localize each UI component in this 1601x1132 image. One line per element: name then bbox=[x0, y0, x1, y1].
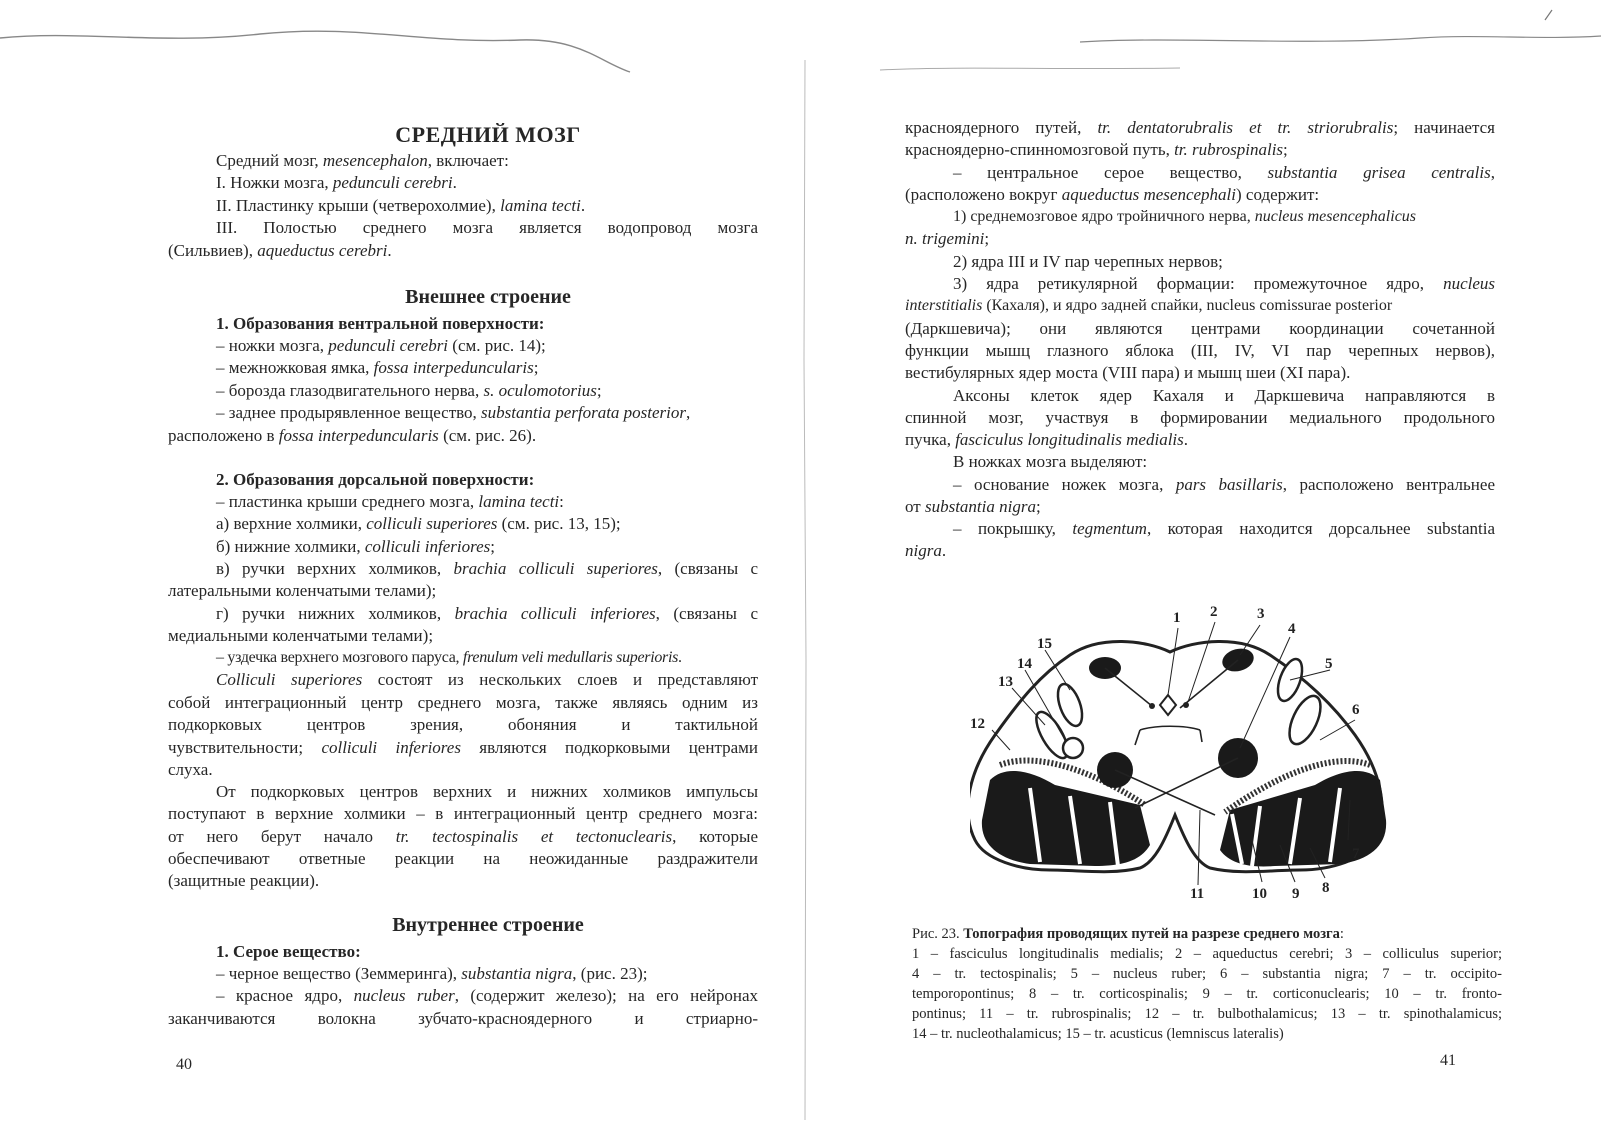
figure-label-13: 13 bbox=[998, 674, 1013, 690]
paragraph-line: 1) среднемозговое ядро тройничного нерва, nucleus mesencephalicus bbox=[953, 208, 1417, 225]
paragraph-line: (Даркшевича); они являются центрами координации сочетанной bbox=[905, 319, 1495, 338]
paragraph-line: подкорковых центров зрения, обоняния и тактильной bbox=[168, 715, 758, 734]
paragraph-line: функции мышц глазного яблока (III, IV, VI пар черепных нервов), bbox=[905, 341, 1495, 360]
tract-14 bbox=[1063, 738, 1083, 758]
figure-label-9: 9 bbox=[1292, 886, 1300, 900]
paragraph-line: Аксоны клеток ядер Кахаля и Даркшевича направляются в bbox=[953, 386, 1495, 405]
page-number: 41 bbox=[1440, 1052, 1456, 1069]
intro-line: III. Полостью среднего мозга является водопровод мозга bbox=[216, 218, 758, 237]
paragraph-line: interstitialis (Кахаля), и ядро задней спайки, nucleus comissurae posterior bbox=[905, 297, 1393, 314]
paragraph-line: собой интеграционный центр среднего мозга, также являясь одним из bbox=[168, 693, 758, 712]
page-title: СРЕДНИЙ МОЗГ bbox=[395, 122, 581, 147]
figure-caption bbox=[912, 924, 1502, 1044]
figure-label-11: 11 bbox=[1190, 886, 1205, 900]
list-item: латеральными коленчатыми телами); bbox=[168, 581, 437, 600]
paragraph-line: пучка, fasciculus longitudinalis medialis. bbox=[905, 430, 1189, 449]
paragraph-line: вестибулярных ядер моста (VIII пара) и мышц шеи (XI пара). bbox=[905, 363, 1351, 382]
caption-line: 14 – tr. nucleothalamicus; 15 – tr. acusticus (lemniscus lateralis) bbox=[912, 1026, 1284, 1042]
caption-line: 1 – fasciculus longitudinalis medialis; 2 – aqueductus cerebri; 3 – colliculus superior; bbox=[912, 946, 1502, 962]
paragraph-line: слуха. bbox=[168, 760, 213, 779]
figure-label-8: 8 bbox=[1322, 880, 1330, 896]
paragraph-line: чувствительности; colliculi inferiores являются подкорковыми центрами bbox=[168, 738, 758, 757]
figure-label-12: 12 bbox=[970, 716, 985, 732]
midbrain-cross-section-figure bbox=[970, 600, 1400, 900]
subsection-gray-matter: 1. Серое вещество: bbox=[216, 942, 361, 961]
list-item: – черное вещество (Земмеринга), substantia nigra, (рис. 23); bbox=[216, 964, 648, 983]
list-item: а) верхние холмики, colliculi superiores (см. рис. 13, 15); bbox=[216, 514, 621, 533]
paragraph-line: красноядерно-спинномозговой путь, tr. rubrospinalis; bbox=[905, 140, 1288, 159]
paragraph-line: От подкорковых центров верхних и нижних холмиков импульсы bbox=[216, 782, 758, 801]
list-item: расположено в fossa interpeduncularis (см. рис. 26). bbox=[168, 426, 537, 445]
figure-label-1: 1 bbox=[1173, 610, 1181, 626]
section-heading-internal: Внутреннее строение bbox=[392, 914, 584, 936]
caption-line: temporopontinus; 8 – tr. corticospinalis; 9 – tr. corticonuclearis; 10 – tr. fronto- bbox=[912, 986, 1502, 1002]
intro-line: (Сильвиев), aqueductus cerebri. bbox=[168, 241, 392, 260]
intro-line: II. Пластинку крыши (четверохолмие), lamina tecti. bbox=[216, 196, 586, 215]
list-item: – межножковая ямка, fossa interpeduncularis; bbox=[216, 358, 539, 377]
list-item: заканчиваются волокна зубчато-красноядерного и стриарно- bbox=[168, 1009, 758, 1028]
caption-line: pontinus; 11 – tr. rubrospinalis; 12 – tr. bulbothalamicus; 13 – tr. spinothalamicus; bbox=[912, 1006, 1502, 1022]
list-item: г) ручки нижних холмиков, brachia colliculi inferiores, (связаны с bbox=[216, 604, 759, 623]
paragraph-line: от substantia nigra; bbox=[905, 497, 1041, 516]
intro-line: I. Ножки мозга, pedunculi cerebri. bbox=[216, 173, 457, 192]
intro-line: Средний мозг, mesencephalon, включает: bbox=[216, 151, 509, 170]
scan-edge-marks bbox=[0, 0, 1601, 90]
paragraph-line: nigra. bbox=[905, 541, 947, 560]
figure-label-5: 5 bbox=[1325, 656, 1333, 672]
list-item: б) нижние холмики, colliculi inferiores; bbox=[216, 537, 495, 556]
paragraph-line: – покрышку, tegmentum, которая находится дорсальнее substantia bbox=[953, 519, 1495, 538]
paragraph-line: – центральное серое вещество, substantia grisea centralis, bbox=[953, 163, 1495, 182]
caption-title: Рис. 23. Топография проводящих путей на разрезе среднего мозга: bbox=[912, 926, 1344, 942]
paragraph-line: – основание ножек мозга, pars basillaris, расположено вентральнее bbox=[953, 475, 1495, 494]
figure-label-2: 2 bbox=[1210, 604, 1218, 620]
paragraph-line: n. trigemini; bbox=[905, 229, 990, 248]
paragraph-line: 3) ядра ретикулярной формации: промежуточное ядро, nucleus bbox=[953, 274, 1495, 293]
paragraph-line: (защитные реакции). bbox=[168, 871, 320, 890]
paragraph-line: поступают в верхние холмики – в интеграционный центр среднего мозга: bbox=[168, 804, 758, 823]
list-item: – уздечка верхнего мозгового паруса, frenulum veli medullaris superioris. bbox=[216, 649, 682, 666]
list-item: в) ручки верхних холмиков, brachia colliculi superiores, (связаны с bbox=[216, 559, 758, 578]
page-number: 40 bbox=[176, 1056, 192, 1073]
paragraph-line: от него берут начало tr. tectospinalis et tectonuclearis, которые bbox=[168, 827, 758, 846]
figure-label-10: 10 bbox=[1252, 886, 1267, 900]
book-gutter bbox=[802, 60, 808, 1120]
paragraph-line: В ножках мозга выделяют: bbox=[953, 452, 1148, 471]
figure-label-6: 6 bbox=[1352, 702, 1360, 718]
list-item: – красное ядро, nucleus ruber, (содержит железо); на его нейронах bbox=[216, 986, 759, 1005]
section-heading-external: Внешнее строение bbox=[405, 286, 571, 308]
figure-label-4: 4 bbox=[1288, 621, 1296, 637]
paragraph-line: спинной мозг, участвуя в формировании медиального продольного bbox=[905, 408, 1495, 427]
list-item: – пластинка крыши среднего мозга, lamina tecti: bbox=[216, 492, 564, 511]
subsection-dorsal: 2. Образования дорсальной поверхности: bbox=[216, 470, 535, 489]
list-item: – борозда глазодвигательного нерва, s. oculomotorius; bbox=[216, 381, 602, 400]
figure-label-14: 14 bbox=[1017, 656, 1032, 672]
subsection-ventral: 1. Образования вентральной поверхности: bbox=[216, 314, 545, 333]
paragraph-line: красноядерного путей, tr. dentatorubralis et tr. striorubralis; начинается bbox=[905, 118, 1495, 137]
list-item: медиальными коленчатыми телами); bbox=[168, 626, 434, 645]
figure-label-15: 15 bbox=[1037, 636, 1052, 652]
list-item: – ножки мозга, pedunculi cerebri (см. рис. 14); bbox=[216, 336, 546, 355]
figure-label-3: 3 bbox=[1257, 606, 1265, 622]
paragraph-line: Colliculi superiores состоят из нескольких слоев и представляют bbox=[216, 670, 759, 689]
figure-label-7: 7 bbox=[1352, 846, 1360, 862]
caption-line: 4 – tr. tectospinalis; 5 – nucleus ruber; 6 – substantia nigra; 7 – tr. occipito- bbox=[912, 966, 1502, 982]
paragraph-line: 2) ядра III и IV пар черепных нервов; bbox=[953, 252, 1223, 271]
list-item: – заднее продырявленное вещество, substantia perforata posterior, bbox=[216, 403, 691, 422]
paragraph-line: обеспечивают ответные реакции на неожиданные раздражители bbox=[168, 849, 758, 868]
paragraph-line: (расположено вокруг aqueductus mesencephali) содержит: bbox=[905, 185, 1320, 204]
